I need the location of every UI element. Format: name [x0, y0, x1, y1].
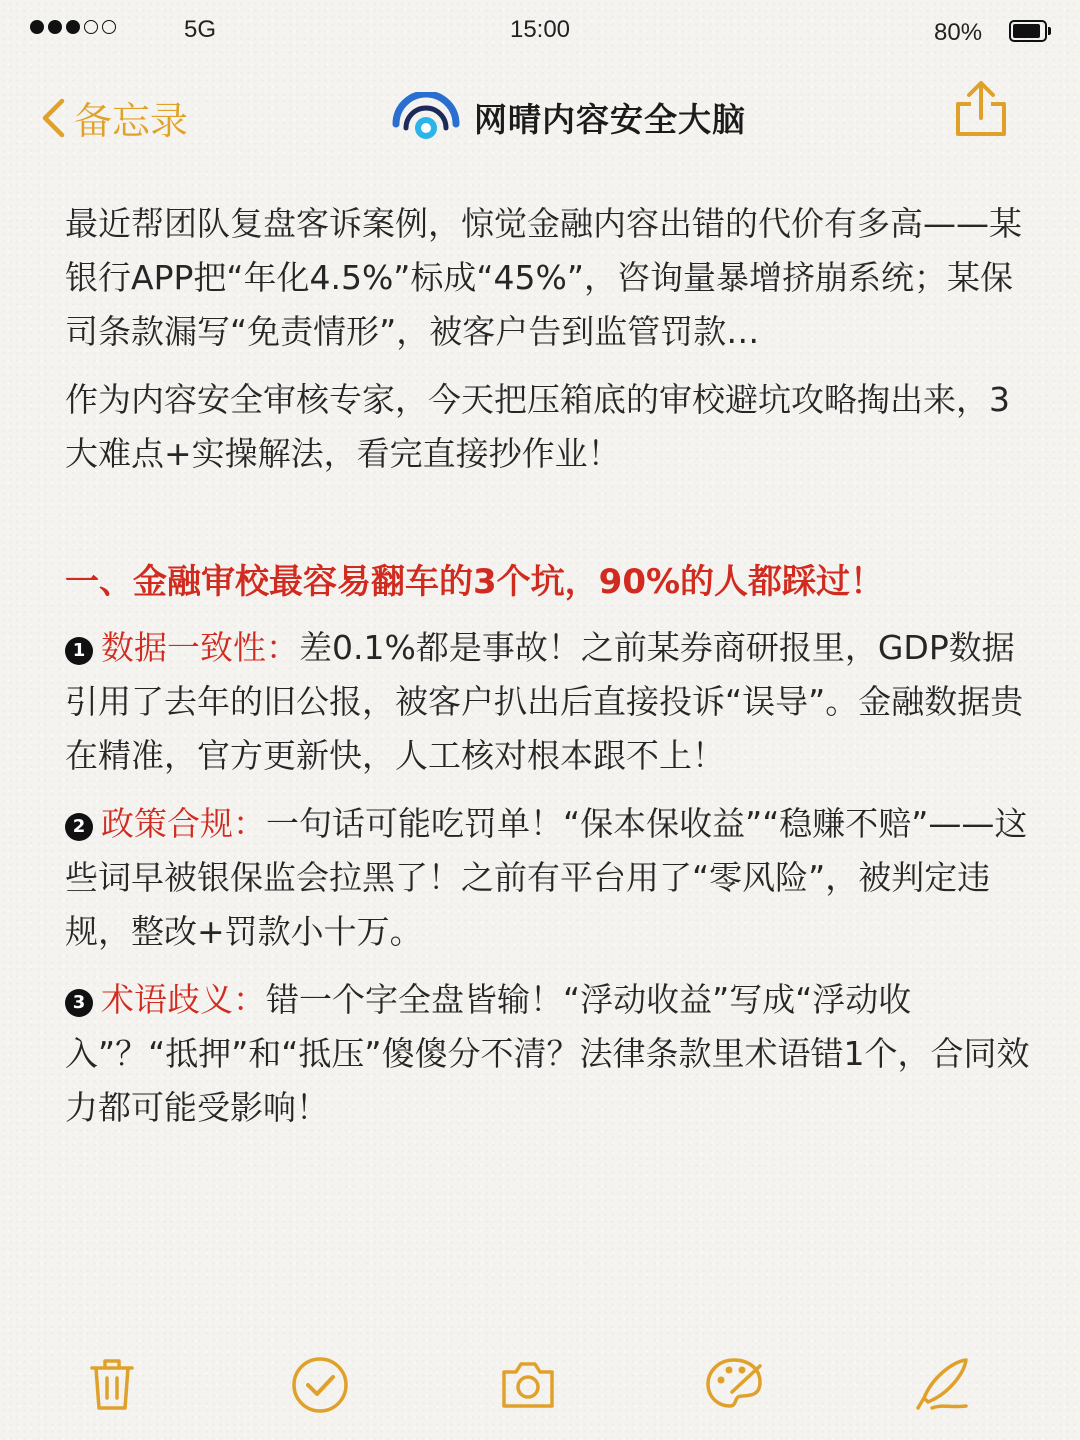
markup-button[interactable] [702, 1352, 766, 1416]
compose-button[interactable] [910, 1352, 974, 1416]
network-type: 5G [184, 16, 217, 43]
share-button[interactable] [952, 80, 1010, 144]
trash-icon [80, 1352, 144, 1416]
list-item [65, 973, 1030, 1135]
list-item [65, 621, 1030, 783]
palette-icon [702, 1352, 766, 1416]
note-body[interactable] [65, 197, 1030, 1149]
camera-icon [496, 1352, 560, 1416]
number-badge-icon: 3 [65, 989, 93, 1017]
status-bar [0, 0, 1080, 64]
bottom-toolbar [0, 1352, 1080, 1422]
checklist-button[interactable] [288, 1352, 352, 1416]
item-title: 术语歧义： [101, 980, 266, 1019]
section-heading: 一、金融审校最容易翻车的3个坑，90%的人都踩过！ [65, 562, 885, 602]
intro-paragraph-1: 最近帮团队复盘客诉案例，惊觉金融内容出错的代价有多高——某银行APP把“年化4.5%”标成“45%”，咨询量暴增挤崩系统；某保司条款漏写“免责情形”，被客户告到监管罚款… [65, 204, 1022, 351]
checkmark-icon [288, 1352, 352, 1416]
delete-button[interactable] [80, 1352, 144, 1416]
brand [392, 92, 746, 142]
number-badge-icon: 1 [65, 637, 93, 665]
share-icon [952, 80, 1010, 140]
brand-logo-icon [392, 92, 460, 142]
item-body: 一句话可能吃罚单！“保本保收益”“稳赚不赔”——这些词早被银保监会拉黑了！之前有平台用了“零风险”，被判定违规，整改+罚款小十万。 [65, 804, 1028, 951]
item-title: 数据一致性： [101, 628, 299, 667]
item-title: 政策合规： [101, 804, 266, 843]
chevron-left-icon [40, 97, 66, 139]
status-time: 15:00 [509, 16, 571, 43]
intro-paragraph-2: 作为内容安全审核专家，今天把压箱底的审校避坑攻略掏出来，3大难点+实操解法，看完直接抄作业！ [65, 380, 1010, 473]
number-badge-icon: 2 [65, 813, 93, 841]
item-body: 错一个字全盘皆输！“浮动收益”写成“浮动收入”？“抵押”和“抵压”傻傻分不清？法律条款里术语错1个，合同效力都可能受影响！ [65, 980, 1030, 1127]
camera-button[interactable] [496, 1352, 560, 1416]
back-button[interactable] [40, 90, 188, 145]
list-item [65, 797, 1030, 959]
pen-icon [910, 1352, 974, 1416]
battery-icon [1009, 20, 1047, 42]
back-label: 备忘录 [74, 99, 189, 143]
item-body: 差0.1%都是事故！之前某券商研报里，GDP数据引用了去年的旧公报，被客户扒出后直接投诉“误导”。金融数据贵在精准，官方更新快，人工核对根本跟不上！ [65, 628, 1024, 775]
brand-title: 网晴内容安全大脑 [474, 99, 746, 139]
nav-bar [0, 78, 1080, 156]
battery-percentage: 80% [934, 19, 983, 46]
